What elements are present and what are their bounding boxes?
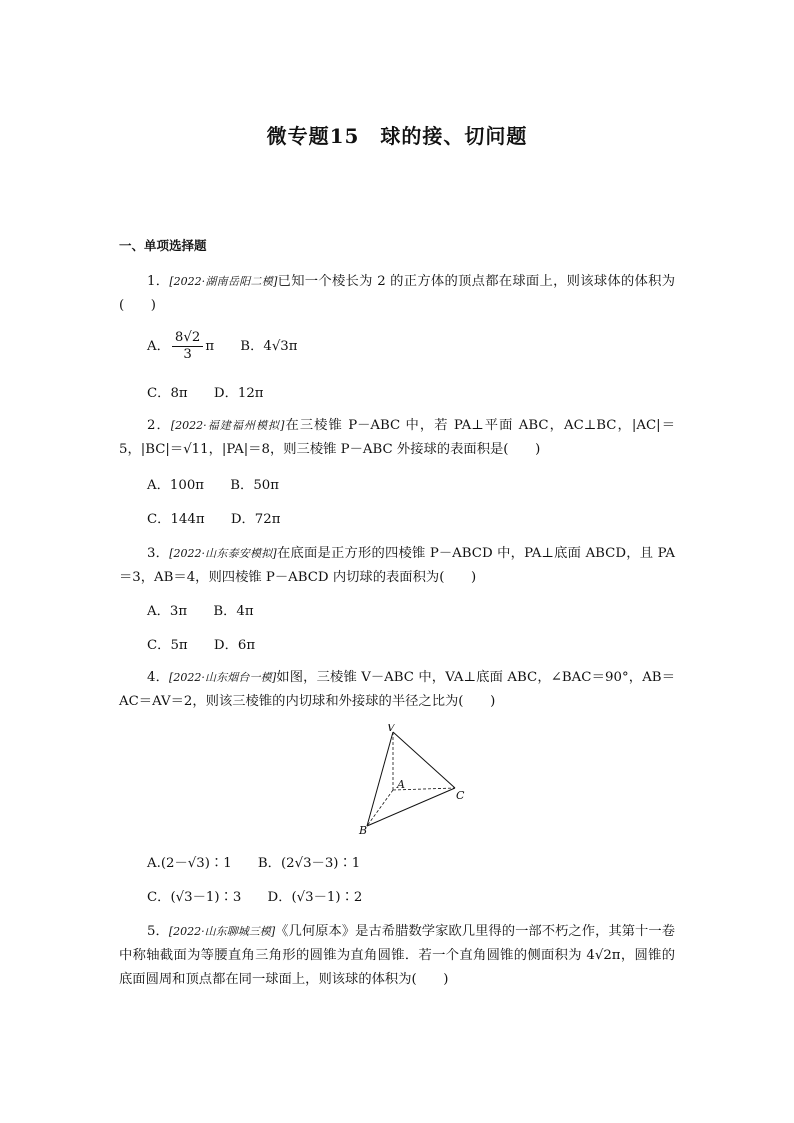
option-c: C．144π [147, 512, 205, 527]
question-number: 4． [147, 670, 170, 685]
option-b: B．50π [230, 478, 279, 493]
option-c: C．5π [147, 638, 188, 653]
option-b: B．4π [213, 604, 254, 619]
question-text: 如图，三棱锥 V－ABC 中，VA⊥底面 ABC，∠BAC＝90°，AB＝AC＝AV＝2，则该三棱锥的内切球和外接球的半径之比为( ) [119, 670, 676, 709]
q1-options-row2 [147, 382, 286, 401]
question-3 [119, 542, 675, 590]
question-source: [2022·山东泰安模拟] [169, 547, 277, 560]
question-5 [119, 920, 675, 992]
question-number: 3． [147, 546, 170, 561]
question-source: [2022·湖南岳阳二模] [169, 275, 278, 288]
q4-options-row1 [147, 852, 382, 871]
question-source: [2022·山东聊城三模] [168, 925, 276, 938]
page-title: 微专题15 球的接、切问题 [266, 124, 528, 148]
label-b: B [359, 824, 368, 837]
label-a: A [397, 778, 405, 791]
option-a: A． $\frac{8√2}{3}$ π [147, 330, 215, 362]
q3-options-row1 [147, 600, 276, 619]
fraction: $\frac{8√2}{3}$ [172, 330, 203, 363]
option-a: A.(2－√3)∶1 [147, 856, 232, 871]
pyramid-figure [355, 724, 475, 840]
question-text: 《几何原本》是古希腊数学家欧几里得的一部不朽之作，其第十一卷中称轴截面为等腰直角三角形的圆锥为直角圆锥．若一个直角圆锥的侧面积为 4√2π，圆锥的底面圆周和顶点都在同一球面上，则该球的体积为( ) [119, 924, 676, 987]
label-v: V [387, 724, 395, 734]
option-c: C．8π [147, 386, 188, 401]
question-source: [2022·山东烟台一模] [169, 671, 277, 684]
option-d: D．12π [213, 386, 264, 401]
q1-options-row1 [147, 330, 320, 363]
option-d: D．72π [230, 512, 281, 527]
q3-options-row2 [147, 634, 277, 653]
q2-options-row2 [147, 508, 302, 527]
option-d: D．6π [213, 638, 256, 653]
option-d: D．(√3－1)∶2 [267, 890, 363, 905]
edge-vb [367, 732, 393, 826]
option-a: A．100π [147, 478, 205, 493]
option-b: B．(2√3－3)∶1 [257, 856, 361, 871]
q4-options-row2 [147, 886, 384, 905]
question-number: 1． [147, 274, 170, 289]
question-number: 5． [147, 924, 169, 939]
question-text: 在底面是正方形的四棱锥 P－ABCD 中，PA⊥底面 ABCD，且 PA＝3，AB＝4，则四棱锥 P－ABCD 内切球的表面积为( ) [119, 546, 676, 585]
question-4 [119, 666, 675, 714]
option-c: C．(√3－1)∶3 [147, 890, 242, 905]
q2-options-row1 [147, 474, 301, 493]
option-a: A．3π [147, 604, 188, 619]
question-text: 已知一个棱长为 2 的正方体的顶点都在球面上，则该球体的体积为( ) [119, 274, 676, 313]
label-c: C [456, 789, 465, 802]
option-b: B．4√3π [240, 339, 298, 354]
question-source: [2022·福建福州模拟] [170, 419, 285, 432]
question-2 [119, 414, 675, 462]
question-1 [119, 270, 675, 318]
edge-bc [367, 788, 455, 826]
section-heading: 一、单项选择题 [119, 238, 207, 253]
question-text: 在三棱锥 P－ABC 中，若 PA⊥平面 ABC，AC⊥BC，|AC|＝5，|BC|＝√11，|PA|＝8，则三棱锥 P－ABC 外接球的表面积是( ) [119, 418, 675, 457]
question-number: 2． [147, 418, 171, 433]
